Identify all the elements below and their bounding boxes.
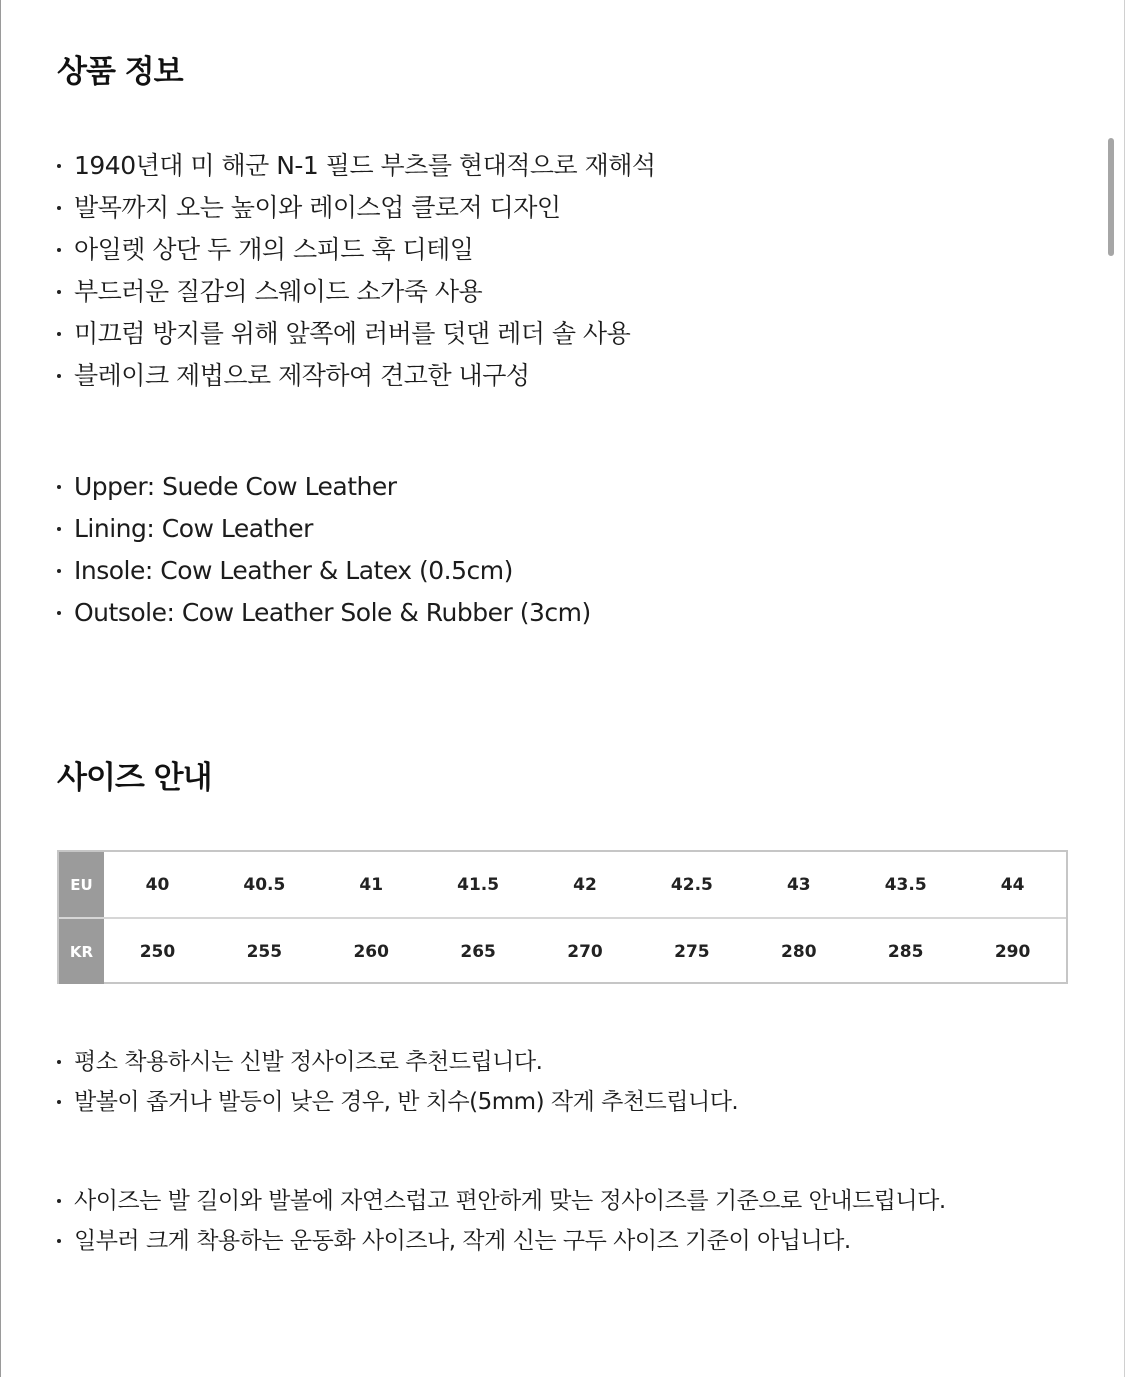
size-criteria-item: 사이즈는 발 길이와 발볼에 자연스럽고 편안하게 맞는 정사이즈를 기준으로 안내드립니다. [57,1181,946,1221]
size-criteria-item: 일부러 크게 착용하는 운동화 사이즈나, 작게 신는 구두 사이즈 기준이 아닙니다. [57,1221,946,1261]
feature-item: 블레이크 제법으로 제작하여 견고한 내구성 [57,355,656,397]
size-cell: 41.5 [457,874,500,895]
size-row-label: KR [59,919,104,984]
size-cell: 40 [145,874,170,895]
material-list [57,466,591,634]
size-cell: 280 [781,941,817,962]
size-cell: 40.5 [243,874,286,895]
size-criteria-list [57,1181,946,1261]
size-cell: 270 [567,941,603,962]
size-note-item: 발볼이 좁거나 발등이 낮은 경우, 반 치수(5mm) 작게 추천드립니다. [57,1082,738,1122]
size-cell: 275 [674,941,710,962]
size-row-kr [59,917,1066,984]
material-item: Upper: Suede Cow Leather [57,466,591,508]
material-item: Lining: Cow Leather [57,508,591,550]
size-cell: 290 [994,941,1031,962]
feature-item: 미끄럼 방지를 위해 앞쪽에 러버를 덧댄 레더 솔 사용 [57,313,656,355]
page-edge-left [0,0,1,1377]
size-cell: 285 [887,941,924,962]
size-table [57,850,1068,984]
size-cell: 265 [460,941,496,962]
feature-list [57,145,656,397]
size-cell: 43 [786,874,811,895]
size-cell: 41 [359,874,384,895]
scrollbar-thumb[interactable] [1108,138,1114,256]
size-row-label: EU [59,852,104,917]
feature-item: 1940년대 미 해군 N-1 필드 부츠를 현대적으로 재해석 [57,145,656,187]
size-cell: 42.5 [670,874,713,895]
size-cell: 44 [1000,874,1025,895]
size-cell: 260 [353,941,389,962]
size-guide-heading: 사이즈 안내 [57,760,212,796]
size-note-list [57,1042,738,1122]
material-item: Outsole: Cow Leather Sole & Rubber (3cm) [57,592,591,634]
feature-item: 아일렛 상단 두 개의 스피드 훅 디테일 [57,229,656,271]
feature-item: 발목까지 오는 높이와 레이스업 클로저 디자인 [57,187,656,229]
size-cell: 250 [139,941,176,962]
material-item: Insole: Cow Leather & Latex (0.5cm) [57,550,591,592]
product-info-heading: 상품 정보 [57,54,183,90]
size-note-item: 평소 착용하시는 신발 정사이즈로 추천드립니다. [57,1042,738,1082]
feature-item: 부드러운 질감의 스웨이드 소가죽 사용 [57,271,656,313]
size-row-eu [59,852,1066,917]
size-cell: 43.5 [884,874,927,895]
size-cell: 42 [573,874,597,895]
size-cell: 255 [246,941,283,962]
